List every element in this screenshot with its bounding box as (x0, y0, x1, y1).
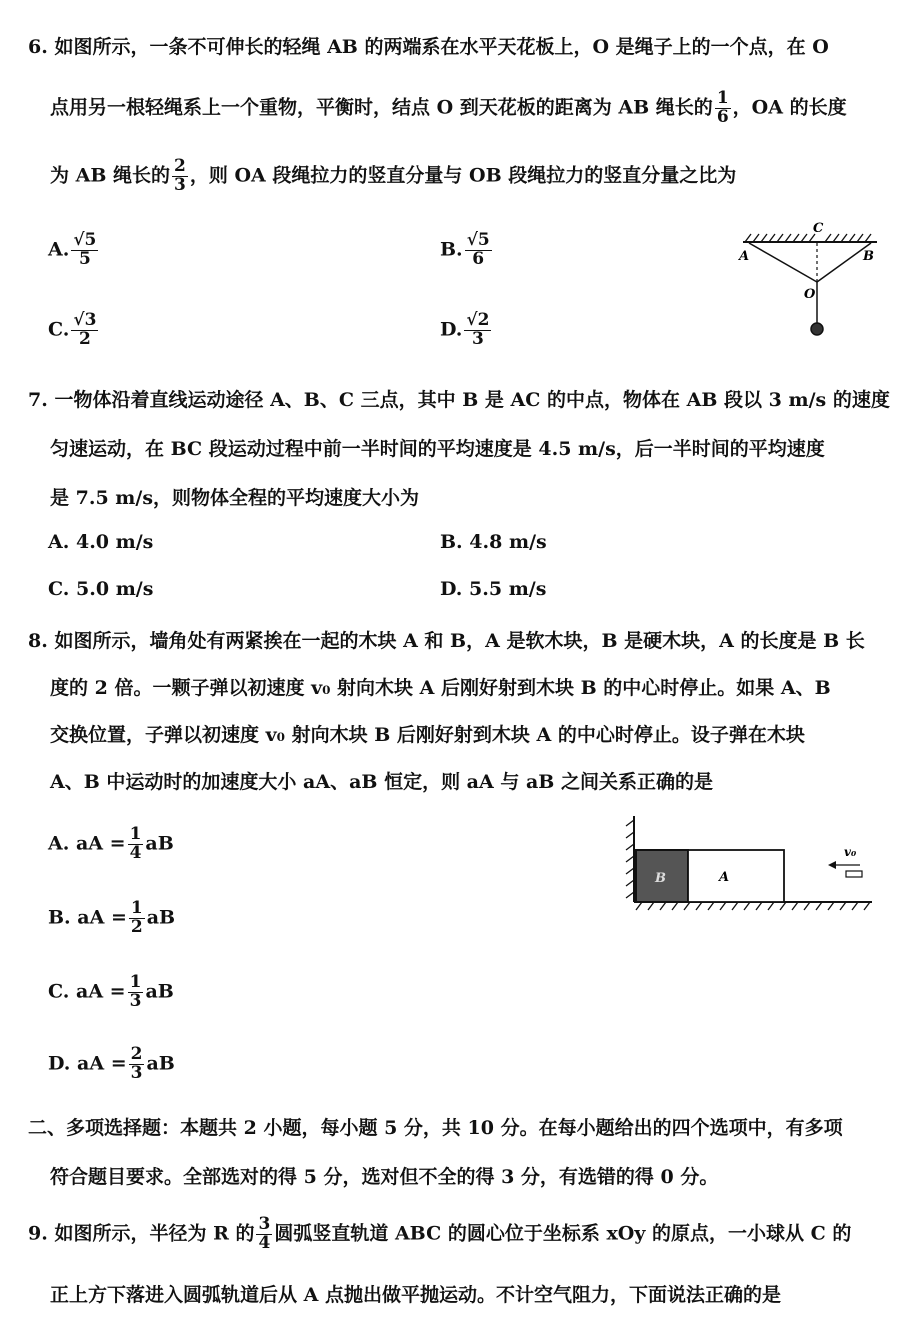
q6-line-1: 6. 如图所示，一条不可伸长的轻绳 AB 的两端系在水平天花板上，O 是绳子上的一个点，在 O (28, 36, 829, 58)
option-tail: aB (146, 906, 176, 929)
q8-option-c[interactable] (48, 974, 174, 1011)
velocity-arrowhead (828, 861, 836, 869)
weight-ball (811, 323, 823, 335)
frac-den: 6 (472, 248, 485, 269)
label-c: C (813, 221, 824, 236)
frac-num: √2 (466, 310, 490, 330)
option-label: B. (440, 238, 463, 261)
option-label: D. aA = (48, 1052, 127, 1075)
q6-option-b[interactable] (440, 232, 494, 269)
option-label: C. aA = (48, 980, 126, 1003)
frac-num: √3 (73, 310, 97, 330)
section-2-heading-line-1: 二、多项选择题：本题共 2 小题，每小题 5 分，共 10 分。在每小题给出的四个选项中，有多项 (28, 1117, 843, 1139)
q9-line-1 (28, 1216, 851, 1253)
option-fraction (71, 232, 98, 269)
q9-line-2: 正上方下落进入圆弧轨道后从 A 点抛出做平抛运动。不计空气阻力，下面说法正确的是 (50, 1284, 781, 1306)
option-fraction (71, 312, 98, 349)
q9-fraction-3-4 (256, 1216, 272, 1253)
option-label: D. (440, 318, 463, 341)
rope-oa (749, 243, 817, 282)
q7-option-c[interactable]: C. 5.0 m/s (48, 578, 154, 600)
frac-den: 3 (130, 1062, 143, 1083)
section-2-heading-line-2: 符合题目要求。全部选对的得 5 分，选对但不全的得 3 分，有选错的得 0 分。 (50, 1166, 719, 1188)
q6-option-c[interactable] (48, 312, 100, 349)
frac-num: √5 (466, 230, 490, 250)
q7-option-a[interactable]: A. 4.0 m/s (48, 531, 154, 553)
q6-option-a[interactable] (48, 232, 100, 269)
frac-num: 1 (716, 88, 729, 108)
frac-num: 2 (130, 1044, 143, 1064)
frac-den: 4 (258, 1232, 271, 1253)
ceiling-hatch (743, 234, 877, 242)
q6-line-3-text-a: 为 AB 绳长的 (50, 164, 171, 187)
option-label: A. aA = (48, 832, 126, 855)
frac-den: 6 (716, 106, 729, 127)
frac-num: √5 (73, 230, 97, 250)
frac-den: 4 (129, 842, 142, 863)
q8-line-1: 8. 如图所示，墙角处有两紧挨在一起的木块 A 和 B，A 是软木块，B 是硬木块，A 的长度是 B 长 (28, 630, 865, 652)
q7-option-b[interactable]: B. 4.8 m/s (440, 531, 547, 553)
q8-line-2: 度的 2 倍。一颗子弹以初速度 v₀ 射向木块 A 后刚好射到木块 B 的中心时停止。如果 A、B (50, 677, 831, 699)
block-a (688, 850, 784, 902)
option-label: A. (48, 238, 70, 261)
frac-den: 2 (78, 328, 91, 349)
option-label: C. (48, 318, 70, 341)
frac-num: 3 (258, 1214, 271, 1234)
velocity-label: v₀ (844, 845, 857, 859)
label-a: A (739, 249, 750, 264)
option-tail: aB (145, 980, 174, 1003)
frac-num: 2 (174, 156, 186, 176)
label-o: O (804, 287, 816, 302)
q7-line-3: 是 7.5 m/s，则物体全程的平均速度大小为 (50, 487, 420, 509)
frac-num: 1 (129, 972, 142, 992)
q6-fraction-1-6 (715, 90, 731, 127)
q9-line-1-text-a: 9. 如图所示，半径为 R 的 (28, 1222, 255, 1245)
q7-line-2: 匀速运动，在 BC 段运动过程中前一半时间的平均速度是 4.5 m/s，后一半时间的平均速度 (50, 438, 825, 460)
bullet (846, 871, 862, 877)
q6-fraction-2-3 (172, 158, 188, 195)
q6-option-d[interactable] (440, 312, 493, 349)
option-label: B. aA = (48, 906, 127, 929)
option-fraction (465, 232, 492, 269)
option-fraction (464, 312, 491, 349)
frac-den: 2 (130, 916, 143, 937)
frac-den: 3 (174, 174, 186, 195)
q8-blocks-figure (622, 812, 882, 914)
frac-num: 1 (130, 898, 143, 918)
block-a-label: A (719, 870, 730, 885)
q8-line-4: A、B 中运动时的加速度大小 aA、aB 恒定，则 aA 与 aB 之间关系正确的是 (50, 771, 713, 793)
q6-line-2-text-b: ，OA 的长度 (732, 96, 847, 119)
q8-line-3: 交换位置，子弹以初速度 v₀ 射向木块 B 后刚好射到木块 A 的中心时停止。设子弹在木块 (50, 724, 805, 746)
q6-line-3 (50, 158, 736, 195)
q8-option-a[interactable] (48, 826, 174, 863)
option-fraction (129, 900, 145, 937)
option-fraction (128, 974, 144, 1011)
q7-line-1: 7. 一物体沿着直线运动途径 A、B、C 三点，其中 B 是 AC 的中点，物体在 AB 段以 3 m/s 的速度 (28, 389, 890, 411)
option-fraction (129, 1046, 145, 1083)
frac-den: 5 (78, 248, 91, 269)
q6-line-2-text-a: 点用另一根轻绳系上一个重物，平衡时，结点 O 到天花板的距离为 AB 绳长的 (50, 96, 713, 119)
q9-line-1-text-b: 圆弧竖直轨道 ABC 的圆心位于坐标系 xOy 的原点，一小球从 C 的 (274, 1222, 852, 1245)
q6-line-3-text-b: ，则 OA 段绳拉力的竖直分量与 OB 段绳拉力的竖直分量之比为 (189, 164, 737, 187)
q7-option-d[interactable]: D. 5.5 m/s (440, 578, 547, 600)
q6-line-2 (50, 90, 847, 127)
q8-option-b[interactable] (48, 900, 175, 937)
option-tail: aB (145, 832, 174, 855)
frac-num: 1 (129, 824, 142, 844)
option-fraction (128, 826, 144, 863)
frac-den: 3 (472, 328, 484, 349)
option-tail: aB (146, 1052, 175, 1075)
label-b: B (863, 249, 874, 264)
block-b-label: B (655, 871, 666, 886)
frac-den: 3 (129, 990, 142, 1011)
q8-option-d[interactable] (48, 1046, 175, 1083)
q6-rope-figure (735, 220, 885, 350)
